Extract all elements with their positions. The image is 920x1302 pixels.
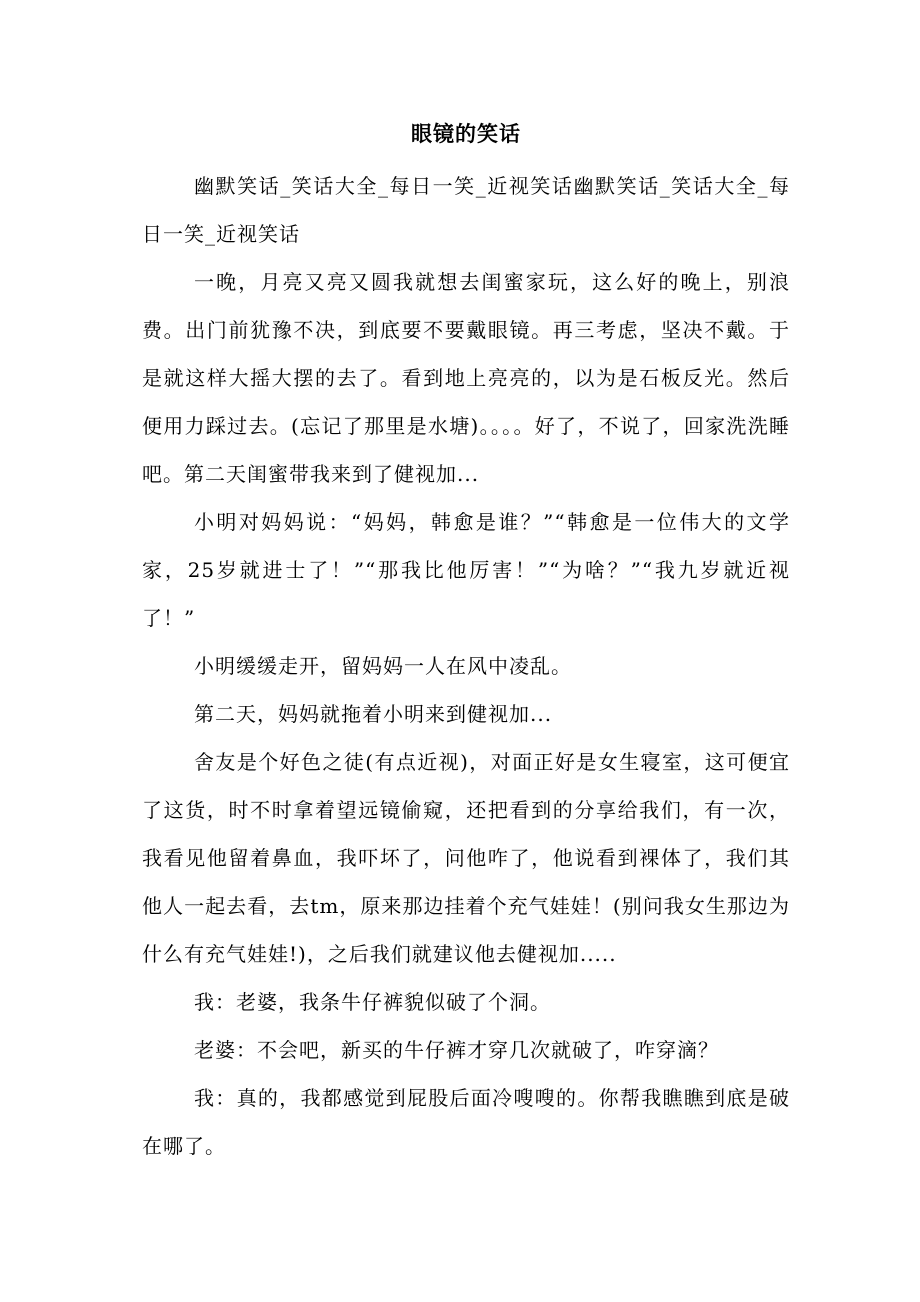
paragraph-moon-story: 一晚，月亮又亮又圆我就想去闺蜜家玩，这么好的晚上，别浪费。出门前犹豫不决，到底要不要戴眼镜。再三考虑，坚决不戴。于是就这样大摇大摆的去了。看到地上亮亮的，以为是石板反光。然后便用力踩过去。(忘记了那里是水塘)。。。。好了，不说了，回家洗洗睡吧。第二天闺蜜带我来到了健视加...	[142, 270, 790, 486]
paragraph-jeans-2: 老婆：不会吧，新买的牛仔裤才穿几次就破了，咋穿滴？	[194, 1038, 719, 1062]
document-page	[142, 118, 790, 1170]
paragraph-xiaoming-leaves: 小明缓缓走开，留妈妈一人在风中凌乱。	[194, 654, 572, 678]
paragraph-roommate-story: 舍友是个好色之徒(有点近视)，对面正好是女生寝室，这可便宜了这货，时不时拿着望远镜偷窥，还把看到的分享给我们，有一次，我看见他留着鼻血，我吓坏了，问他咋了，他说看到裸体了，我们其他人一起去看，去tm，原来那边挂着个充气娃娃！(别问我女生那边为什么有充气娃娃!)，之后我们就建议他去健视加.....	[142, 750, 790, 966]
paragraph-jeans-1: 我：老婆，我条牛仔裤貌似破了个洞。	[194, 990, 551, 1014]
paragraph-next-day: 第二天，妈妈就拖着小明来到健视加...	[194, 702, 553, 726]
paragraph-intro: 幽默笑话_笑话大全_每日一笑_近视笑话幽默笑话_笑话大全_每日一笑_近视笑话	[142, 174, 790, 246]
document-title: 眼镜的笑话	[411, 121, 521, 146]
paragraph-jeans-3: 我：真的，我都感觉到屁股后面冷嗖嗖的。你帮我瞧瞧到底是破在哪了。	[142, 1086, 790, 1158]
paragraph-han-yu-dialogue: 小明对妈妈说：“妈妈，韩愈是谁？”“韩愈是一位伟大的文学家，25岁就进士了！”“那我比他厉害！”“为啥？”“我九岁就近视了！”	[142, 510, 790, 630]
